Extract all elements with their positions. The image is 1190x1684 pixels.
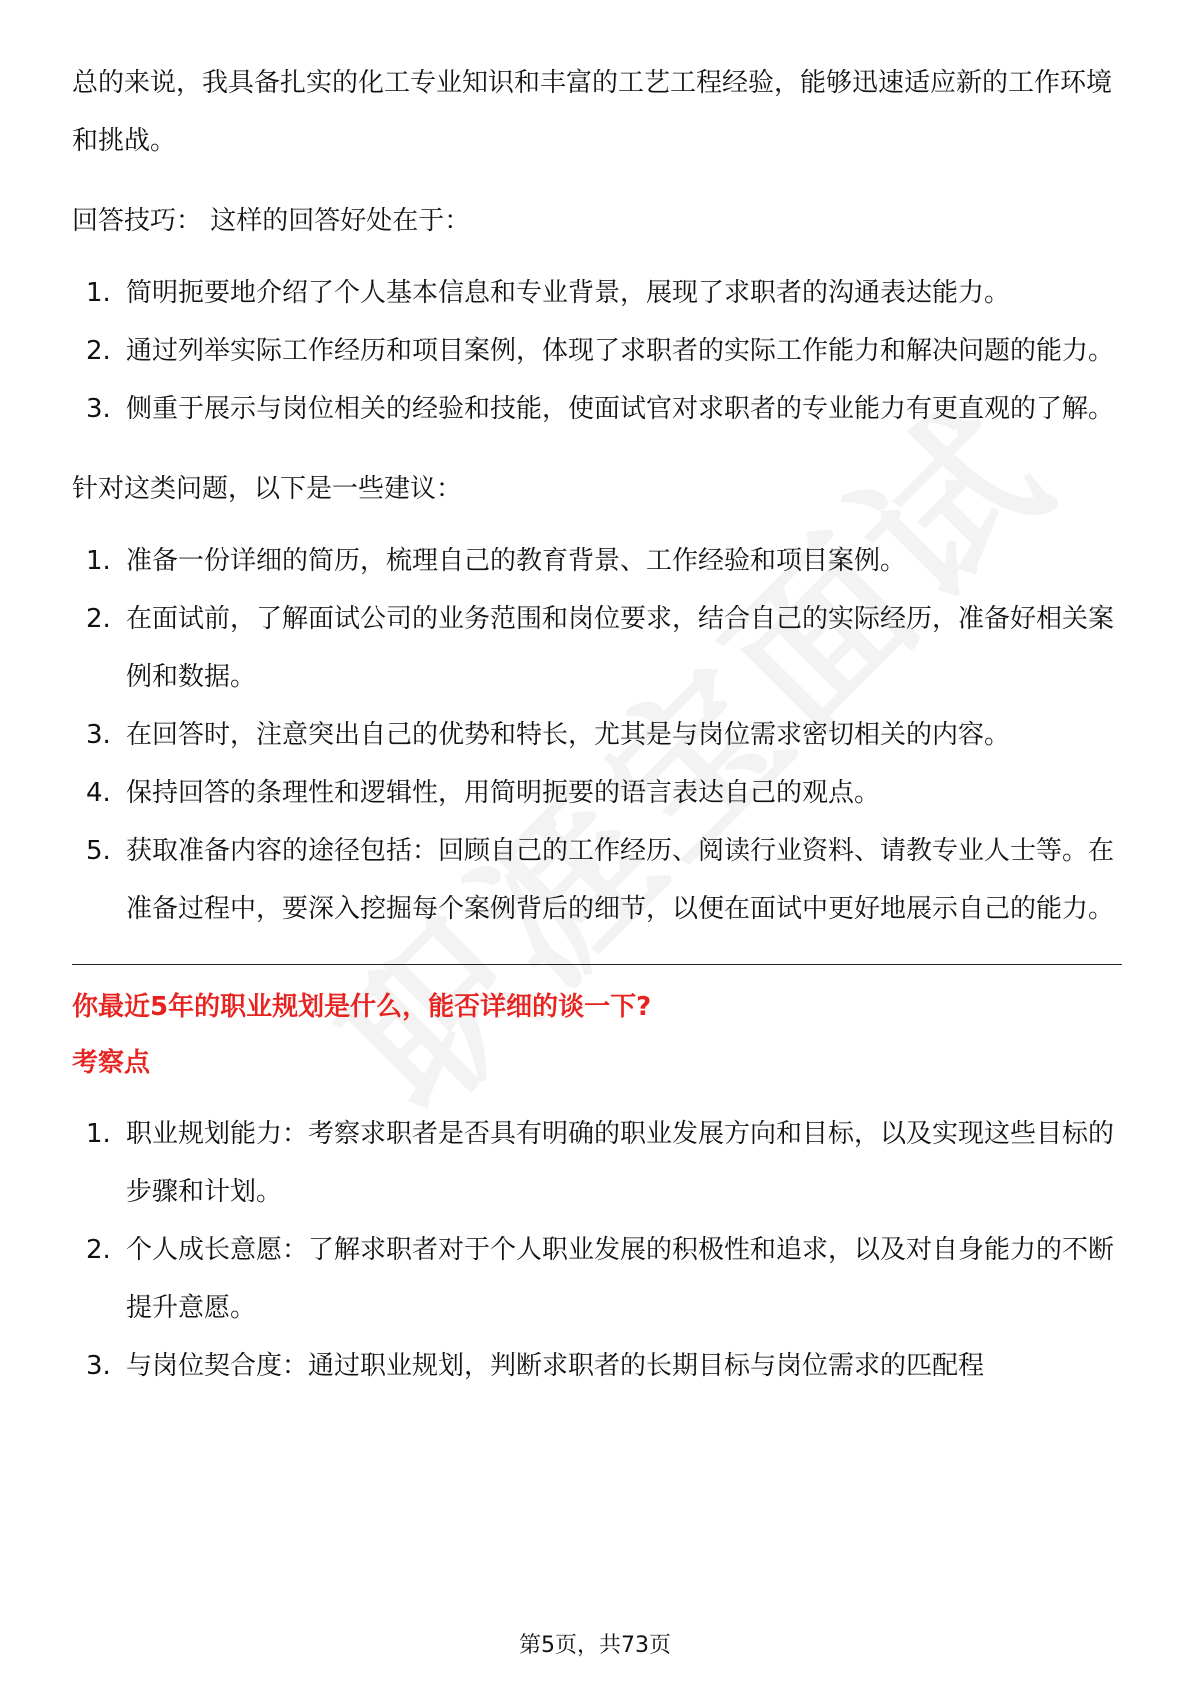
list-item-text: 通过列举实际工作经历和项目案例，体现了求职者的实际工作能力和解决问题的能力。 xyxy=(126,336,1115,366)
list-item-number: 4. xyxy=(86,778,111,808)
section-label: 考察点 xyxy=(72,1048,151,1078)
list-item-text: 简明扼要地介绍了个人基本信息和专业背景，展现了求职者的沟通表达能力。 xyxy=(126,278,1011,308)
list-item xyxy=(72,380,1122,438)
list-item-number: 3. xyxy=(86,394,111,424)
advice-list xyxy=(72,532,1122,938)
list-item-text: 获取准备内容的途径包括：回顾自己的工作经历、阅读行业资料、请教专业人士等。在准备过程中，要深入挖掘每个案例背后的细节，以便在面试中更好地展示自己的能力。 xyxy=(126,836,1115,924)
page-content xyxy=(72,54,1122,1395)
list-item-number: 2. xyxy=(86,1235,111,1265)
list-item-text: 在回答时，注意突出自己的优势和特长，尤其是与岗位需求密切相关的内容。 xyxy=(126,720,1011,750)
list-item xyxy=(72,1337,1122,1395)
list-item-number: 2. xyxy=(86,336,111,366)
list-item-text: 保持回答的条理性和逻辑性，用简明扼要的语言表达自己的观点。 xyxy=(126,778,881,808)
list-item xyxy=(72,532,1122,590)
tips-list xyxy=(72,264,1122,438)
summary-paragraph: 总的来说，我具备扎实的化工专业知识和丰富的工艺工程经验，能够迅速适应新的工作环境和挑战。 xyxy=(72,68,1113,156)
list-item-number: 3. xyxy=(86,720,111,750)
list-item-text: 在面试前，了解面试公司的业务范围和岗位要求，结合自己的实际经历，准备好相关案例和数据。 xyxy=(126,604,1115,692)
advice-heading: 针对这类问题，以下是一些建议： xyxy=(72,474,463,504)
list-item-text: 与岗位契合度：通过职业规划，判断求职者的长期目标与岗位需求的匹配程 xyxy=(126,1351,985,1381)
list-item xyxy=(72,1221,1122,1337)
list-item xyxy=(72,264,1122,322)
tips-heading: 回答技巧： 这样的回答好处在于： xyxy=(72,206,471,236)
list-item xyxy=(72,1105,1122,1221)
list-item-number: 2. xyxy=(86,604,111,634)
list-item-number: 1. xyxy=(86,278,111,308)
points-list xyxy=(72,1105,1122,1395)
list-item xyxy=(72,764,1122,822)
list-item-number: 1. xyxy=(86,1119,111,1149)
list-item-number: 5. xyxy=(86,836,111,866)
list-item-number: 1. xyxy=(86,546,111,576)
list-item-text: 侧重于展示与岗位相关的经验和技能，使面试官对求职者的专业能力有更直观的了解。 xyxy=(126,394,1115,424)
list-item xyxy=(72,706,1122,764)
question-title: 你最近5年的职业规划是什么，能否详细的谈一下? xyxy=(72,992,652,1022)
list-item-text: 职业规划能力：考察求职者是否具有明确的职业发展方向和目标，以及实现这些目标的步骤和计划。 xyxy=(126,1119,1115,1207)
section-divider xyxy=(72,964,1122,965)
list-item xyxy=(72,590,1122,706)
list-item-text: 个人成长意愿：了解求职者对于个人职业发展的积极性和追求，以及对自身能力的不断提升意愿。 xyxy=(126,1235,1115,1323)
list-item xyxy=(72,822,1122,938)
page-number: 第5页，共73页 xyxy=(519,1633,671,1658)
list-item-text: 准备一份详细的简历，梳理自己的教育背景、工作经验和项目案例。 xyxy=(126,546,907,576)
list-item xyxy=(72,322,1122,380)
list-item-number: 3. xyxy=(86,1351,111,1381)
